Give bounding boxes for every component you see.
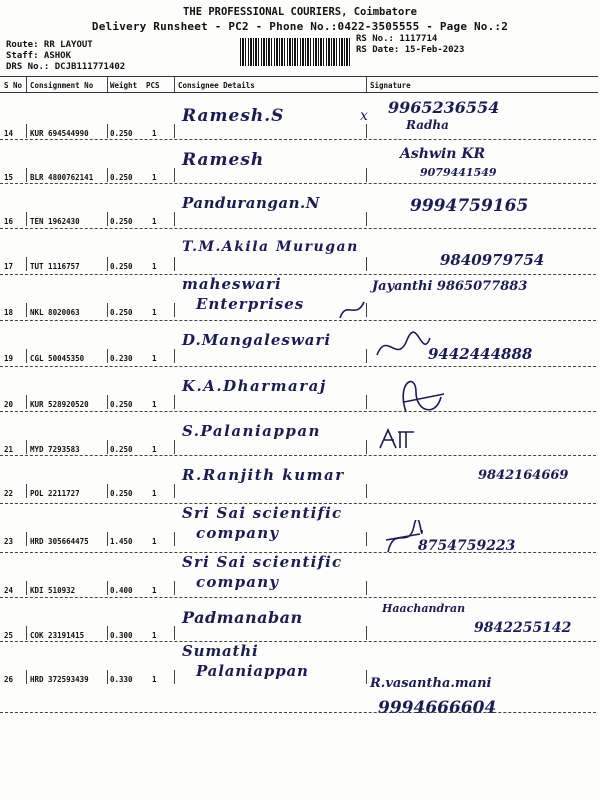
row-consignment-no: TUT 1116757	[30, 262, 80, 271]
handwritten-signature	[336, 298, 366, 322]
col-divider	[174, 395, 175, 409]
runsheet-title: Delivery Runsheet - PC2 - Phone No.:0422-3505555 - Page No.:2	[91, 20, 509, 33]
signature-text: Ashwin KR	[400, 146, 486, 162]
table-row	[0, 598, 600, 642]
table-row	[0, 504, 600, 554]
consignee-name-line2: Enterprises	[196, 295, 305, 313]
table-row	[0, 321, 600, 365]
col-divider	[107, 484, 108, 498]
handwritten-signature	[396, 372, 446, 416]
col-weight: Weight	[110, 81, 138, 90]
consignee-name: D.Mangaleswari	[182, 331, 332, 349]
row-consignment-no: HRD 372593439	[30, 675, 89, 684]
col-signature: Signature	[370, 81, 411, 90]
row-pcs: 1	[152, 308, 157, 317]
row-weight: 0.250	[110, 262, 133, 271]
table-row	[0, 184, 600, 228]
row-pcs: 1	[152, 129, 157, 138]
col-divider	[107, 532, 108, 546]
table-row	[0, 553, 600, 597]
row-sno: 26	[4, 675, 14, 684]
col-divider	[174, 626, 175, 640]
col-divider	[107, 303, 108, 317]
consignee-name: maheswari	[182, 275, 282, 293]
col-divider	[26, 532, 27, 546]
consignee-name: Ramesh.S	[182, 106, 285, 126]
col-divider	[107, 395, 108, 409]
table-row	[0, 412, 600, 456]
handwritten-signature	[384, 520, 424, 556]
table-row	[0, 275, 600, 319]
col-divider	[26, 76, 27, 92]
row-sno: 24	[4, 586, 14, 595]
row-pcs: 1	[152, 675, 157, 684]
row-consignment-no: HRD 305664475	[30, 537, 89, 546]
col-divider	[107, 626, 108, 640]
table-row	[0, 642, 600, 718]
row-pcs: 1	[152, 262, 157, 271]
barcode-image	[240, 38, 352, 66]
signature-text-line2: 9842255142	[474, 620, 572, 636]
col-divider	[107, 581, 108, 595]
table-row	[0, 96, 600, 140]
row-consignment-no: KUR 694544990	[30, 129, 89, 138]
table-row	[0, 229, 600, 273]
row-sno: 19	[4, 354, 14, 363]
col-consignment: Consignment No	[30, 81, 94, 90]
row-sno: 20	[4, 400, 14, 409]
col-divider	[366, 626, 367, 640]
row-weight: 0.250	[110, 217, 133, 226]
row-weight: 0.250	[110, 129, 133, 138]
col-divider	[366, 124, 367, 138]
consignee-name: R.Ranjith kumar	[182, 466, 345, 484]
signature-text: 9965236554	[388, 98, 500, 117]
table-row	[0, 140, 600, 184]
col-divider	[174, 168, 175, 182]
row-consignment-no: BLR 4800762141	[30, 173, 94, 182]
signature-text: 9994759165	[410, 196, 529, 216]
table-top-rule	[0, 76, 598, 77]
signature-text-line2: 9994666604	[378, 698, 497, 718]
row-sno: 14	[4, 129, 14, 138]
col-divider	[26, 257, 27, 271]
col-divider	[366, 581, 367, 595]
rs-date: RS Date: 15-Feb-2023	[356, 45, 465, 55]
col-divider	[366, 257, 367, 271]
row-pcs: 1	[152, 217, 157, 226]
consignee-name: K.A.Dharmaraj	[182, 377, 327, 395]
col-divider	[366, 532, 367, 546]
col-divider	[174, 257, 175, 271]
col-divider	[107, 124, 108, 138]
col-divider	[26, 212, 27, 226]
row-sno: 15	[4, 173, 14, 182]
row-weight: 0.250	[110, 173, 133, 182]
table-row	[0, 367, 600, 411]
row-consignment-no: KUR 528920520	[30, 400, 89, 409]
table-header-rule	[0, 92, 598, 93]
staff-label: Staff: ASHOK	[6, 51, 72, 61]
col-sno: S No	[4, 81, 23, 90]
signature-text-line2: Radha	[406, 118, 449, 132]
row-consignment-no: MYD 7293583	[30, 445, 80, 454]
table-header	[0, 78, 600, 92]
consignee-name-line2: Palaniappan	[196, 662, 309, 680]
row-sno: 22	[4, 489, 14, 498]
consignee-name: Sumathi	[182, 642, 259, 660]
table-row	[0, 456, 600, 500]
col-divider	[174, 440, 175, 454]
row-weight: 0.300	[110, 631, 133, 640]
consignee-name: T.M.Akila Murugan	[182, 239, 359, 255]
row-pcs: 1	[152, 537, 157, 546]
col-divider	[366, 76, 367, 92]
col-divider	[174, 581, 175, 595]
signature-text: Haachandran	[382, 602, 466, 615]
rs-number: RS No.: 1117714	[356, 34, 438, 44]
row-weight: 1.450	[110, 537, 133, 546]
row-consignment-no: POL 2211727	[30, 489, 80, 498]
row-sno: 18	[4, 308, 14, 317]
row-pcs: 1	[152, 631, 157, 640]
consignee-name: S.Palaniappan	[182, 422, 321, 440]
col-divider	[174, 303, 175, 317]
signature-text: 8754759223	[418, 538, 516, 554]
consignee-name: Pandurangan.N	[182, 194, 320, 212]
row-pcs: 1	[152, 489, 157, 498]
col-consignee: Consignee Details	[178, 81, 255, 90]
col-divider	[26, 626, 27, 640]
row-pcs: 1	[152, 586, 157, 595]
col-divider	[174, 670, 175, 684]
consignee-name-line2: company	[196, 573, 280, 591]
col-divider	[366, 440, 367, 454]
col-divider	[107, 440, 108, 454]
col-divider	[366, 670, 367, 684]
row-weight: 0.250	[110, 445, 133, 454]
row-sno: 25	[4, 631, 14, 640]
col-divider	[107, 257, 108, 271]
col-divider	[107, 670, 108, 684]
consignee-name: Padmanaban	[182, 608, 303, 627]
row-pcs: 1	[152, 173, 157, 182]
consignee-name: Ramesh	[182, 150, 265, 170]
signature-text: Jayanthi 9865077883	[372, 279, 528, 294]
col-divider	[107, 168, 108, 182]
row-weight: 0.330	[110, 675, 133, 684]
row-pcs: 1	[152, 400, 157, 409]
row-weight: 0.250	[110, 400, 133, 409]
col-divider	[366, 212, 367, 226]
consignee-name: Sri Sai scientific	[182, 504, 343, 522]
row-weight: 0.400	[110, 586, 133, 595]
row-weight: 0.250	[110, 308, 133, 317]
col-divider	[366, 395, 367, 409]
col-divider	[26, 484, 27, 498]
row-consignment-no: COK 23191415	[30, 631, 85, 640]
signature-text: 9840979754	[440, 251, 545, 269]
row-consignment-no: NKL 8020063	[30, 308, 80, 317]
handwritten-signature	[372, 330, 432, 364]
col-divider	[107, 76, 108, 92]
row-consignment-no: CGL 50045350	[30, 354, 85, 363]
company-name: THE PROFESSIONAL COURIERS, Coimbatore	[183, 6, 417, 18]
col-pcs: PCS	[146, 81, 160, 90]
col-divider	[26, 395, 27, 409]
col-divider	[174, 349, 175, 363]
col-divider	[26, 581, 27, 595]
col-divider	[26, 303, 27, 317]
row-pcs: 1	[152, 354, 157, 363]
row-weight: 0.250	[110, 489, 133, 498]
drs-number: DRS No.: DCJB111771402	[6, 62, 126, 72]
col-divider	[366, 349, 367, 363]
signature-text-line2: 9079441549	[420, 166, 497, 179]
col-divider	[107, 349, 108, 363]
col-divider	[174, 212, 175, 226]
col-divider	[366, 484, 367, 498]
col-divider	[26, 670, 27, 684]
row-pcs: 1	[152, 445, 157, 454]
col-divider	[26, 168, 27, 182]
row-sno: 23	[4, 537, 14, 546]
row-separator	[0, 712, 596, 713]
consignee-name-line2: company	[196, 524, 280, 542]
col-divider	[174, 76, 175, 92]
check-mark: x	[360, 108, 368, 124]
signature-text: R.vasantha.mani	[370, 676, 492, 691]
col-divider	[366, 168, 367, 182]
row-sno: 21	[4, 445, 14, 454]
col-divider	[26, 440, 27, 454]
col-divider	[107, 212, 108, 226]
route-label: Route: RR LAYOUT	[6, 40, 93, 50]
col-divider	[174, 124, 175, 138]
row-weight: 0.230	[110, 354, 133, 363]
col-divider	[26, 124, 27, 138]
col-divider	[26, 349, 27, 363]
handwritten-signature	[378, 428, 426, 450]
consignee-name: Sri Sai scientific	[182, 553, 343, 571]
col-divider	[366, 303, 367, 317]
signature-text: 9842164669	[478, 468, 569, 483]
row-sno: 17	[4, 262, 14, 271]
col-divider	[174, 532, 175, 546]
col-divider	[174, 484, 175, 498]
row-consignment-no: KDI 510932	[30, 586, 76, 595]
row-consignment-no: TEN 1962430	[30, 217, 80, 226]
row-sno: 16	[4, 217, 14, 226]
signature-text: 9442444888	[428, 345, 533, 363]
